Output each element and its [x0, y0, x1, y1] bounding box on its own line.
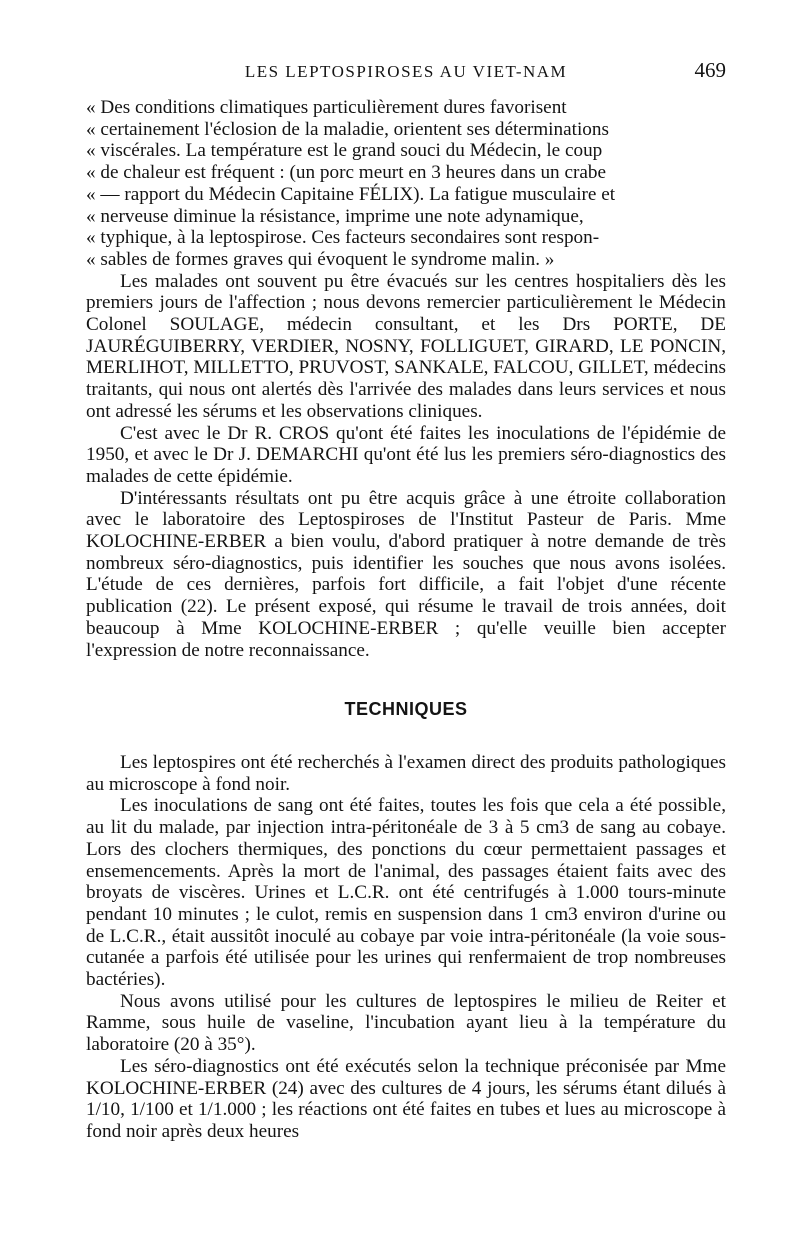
quote-line: « typhique, à la leptospirose. Ces facteurs secondaires sont respon-: [86, 227, 600, 249]
quote-line: « sables de formes graves qui évoquent le syndrome malin. »: [86, 248, 555, 270]
running-title: LES LEPTOSPIROSES AU VIET-NAM: [244, 62, 568, 81]
paragraph-sero-diagnostics: Les séro-diagnostics ont été exécutés selon la technique préconisée par Mme KOLOCHINE-ERBER (24) avec des cultures de 4 jours, les sérums étant dilués à 1/10, 1/100 et 1/1.000 ; les réactions ont été faites en tubes et lues au microscope à fond noir après deux heures: [86, 1055, 726, 1142]
quote-line: « — rapport du Médecin Capitaine FÉLIX). La fatigue musculaire et: [86, 183, 616, 205]
quote-line: « nerveuse diminue la résistance, imprime une note adynamique,: [86, 205, 584, 227]
paragraph-cultures: Nous avons utilisé pour les cultures de leptospires le milieu de Reiter et Ramme, sous huile de vaseline, l'incubation ayant lieu à la température du laboratoire (20 à 35°).: [86, 990, 726, 1056]
paragraph-inoculations: Les inoculations de sang ont été faites, toutes les fois que cela a été possible, au lit du malade, par injection intra-péritonéale de 3 à 5 cm3 de sang au cobaye. Lors des clochers thermiques, des ponctions du cœur permettaient passages et ensemencements. Après la mort de l'animal, des passages étaient faits avec des broyats de viscères. Urines et L.C.R. ont été centrifugés à 1.000 tours-minute pendant 10 minutes ; le culot, remis en suspension dans 1 cm3 environ d'urine ou de L.C.R., était aussitôt inoculé au cobaye par voie intra-péritonéale (la voie sous-cutanée a parfois été utilisée pour les urines qui renfermaient de trop nombreuses bactéries).: [86, 795, 726, 991]
quote-line: « de chaleur est fréquent : (un porc meurt en 3 heures dans un crabe: [86, 162, 606, 184]
quote-line: « Des conditions climatiques particulièrement dures favorisent: [86, 97, 567, 118]
quoted-report: [86, 97, 726, 271]
paragraph-direct-exam: Les leptospires ont été recherchés à l'examen direct des produits pathologiques au microscope à fond noir.: [86, 751, 726, 795]
quote-line: « viscérales. La température est le grand souci du Médecin, le coup: [86, 140, 603, 162]
paragraph-institut-pasteur: D'intéressants résultats ont pu être acquis grâce à une étroite collaboration avec le laboratoire des Leptospiroses de l'Institut Pasteur de Paris. Mme KOLOCHINE-ERBER a bien voulu, d'abord pratiquer à notre demande de très nombreux séro-diagnostics, puis identifier les souches que nous avons isolées. L'étude de ces dernières, parfois fort difficile, a fait l'objet d'une récente publication (22). Le présent exposé, qui résume le travail de trois années, doit beaucoup à Mme KOLOCHINE-ERBER ; qu'elle veuille bien accepter l'expression de notre reconnaissance.: [86, 487, 726, 661]
section-heading: TECHNIQUES: [344, 699, 468, 720]
body-text: [86, 97, 726, 1143]
paragraph-inoculations-1950: C'est avec le Dr R. CROS qu'ont été faites les inoculations de l'épidémie de 1950, et avec le Dr J. DEMARCHI qu'ont été lus les premiers séro-diagnostics des malades de cette épidémie.: [86, 422, 726, 487]
running-head: [86, 58, 726, 88]
paragraph-acknowledgements: Les malades ont souvent pu être évacués sur les centres hospitaliers dès les premiers jours de l'affection ; nous devons remercier particulièrement le Médecin Colonel SOULAGE, médecin consultant, et les Drs PORTE, DE JAURÉGUIBERRY, VERDIER, NOSNY, FOLLIGUET, GIRARD, LE PONCIN, MERLIHOT, MILLETTO, PRUVOST, SANKALE, FALCOU, GILLET, médecins traitants, qui nous ont alertés dès l'arrivée des malades dans leurs services et nous ont adressé les sérums et les observations cliniques.: [86, 270, 726, 422]
page-number: 469: [694, 58, 726, 82]
quote-line: « certainement l'éclosion de la maladie, orientent ses déterminations: [86, 118, 609, 140]
